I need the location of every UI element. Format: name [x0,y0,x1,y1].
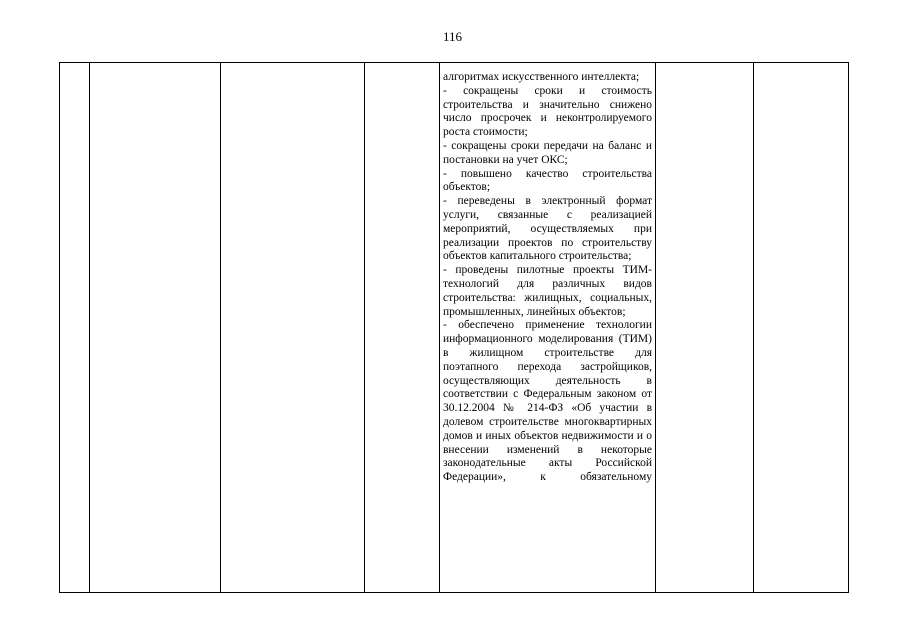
table-cell-empty [90,63,221,593]
table-cell-number [60,63,90,593]
table-cell-empty [221,63,365,593]
table-cell-empty [365,63,440,593]
text-paragraph: - сокращены сроки передачи на баланс и постановки на учет ОКС; [443,139,652,166]
text-paragraph: - обеспечено применение технологии информационного моделирования (ТИМ) в жилищном строительстве для поэтапного перехода застройщиков, осуществляющих деятельность в соответствии с Федеральным законом от 30.12.2004 № 214-ФЗ «Об участии в долевом строительстве многоквартирных домов и иных объектов недвижимости и о внесении изменений в некоторые законодательные акты Российской Федерации», к обязательному [443,319,652,484]
text-paragraph: - повышено качество строительства объектов; [443,167,652,194]
page-number: 116 [442,29,463,44]
text-paragraph: алгоритмах искусственного интеллекта; [443,71,640,83]
table-cell-empty [754,63,849,593]
table-cell-results-text [440,63,656,593]
table-cell-empty [656,63,754,593]
text-paragraph: - сокращены сроки и стоимость строительства и значительно снижено число просрочек и неконтролируемого роста стоимости; [443,84,652,139]
text-paragraph: - переведены в электронный формат услуги, связанные с реализацией мероприятий, осуществляемых при реализации проектов по строительству объектов капитального строительства; [443,195,652,263]
document-table [59,62,849,593]
table-row [60,63,849,593]
text-paragraph: - проведены пилотные проекты ТИМ-технологий для различных видов строительства: жилищных, социальных, промышленных, линейных объектов; [443,264,652,318]
